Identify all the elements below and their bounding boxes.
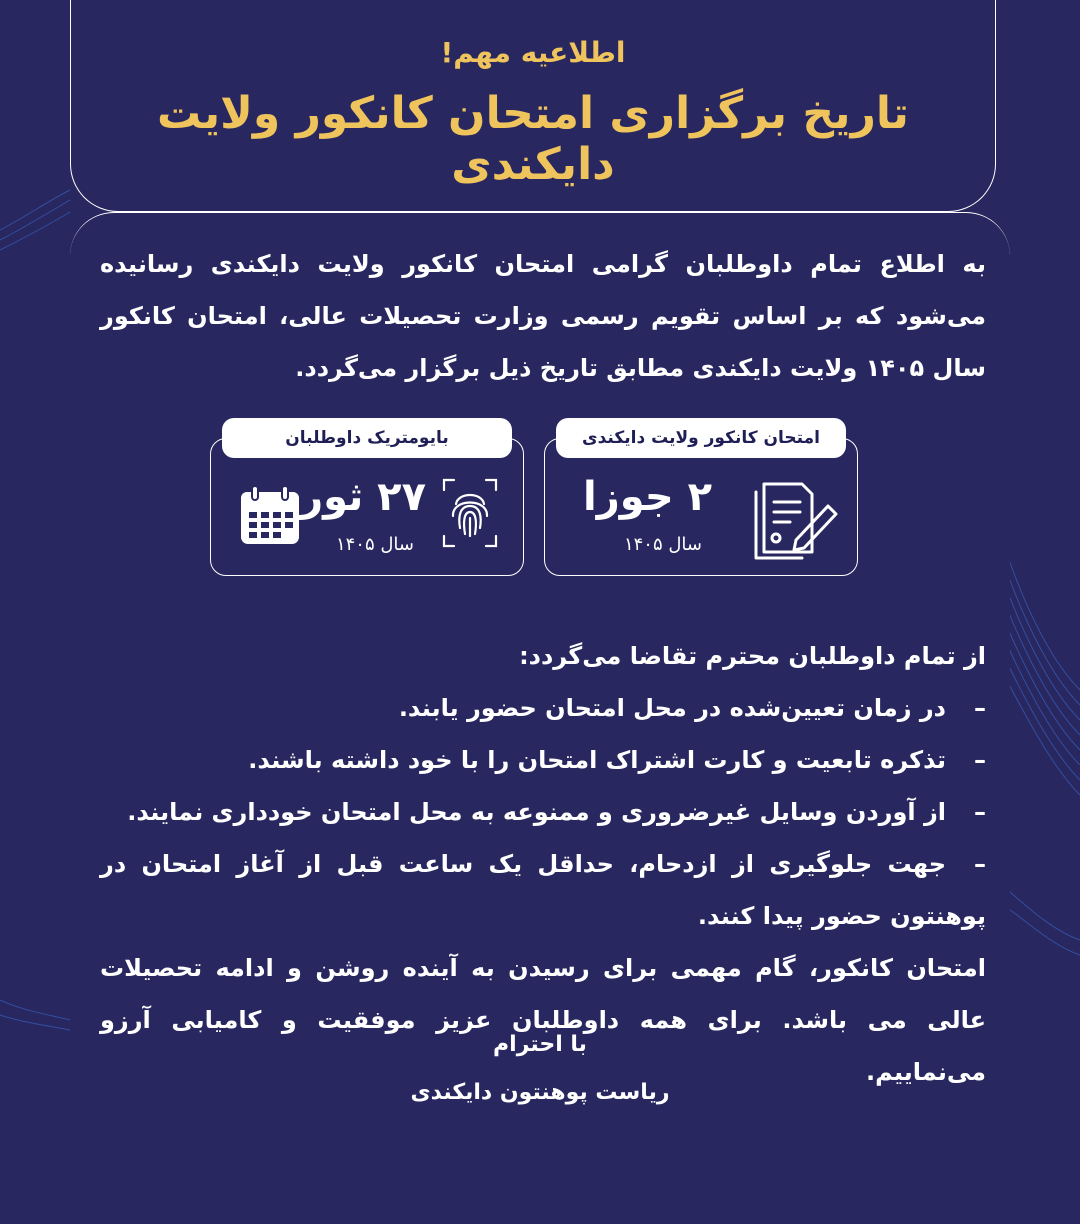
biometric-year: سال ۱۴۰۵ <box>335 534 414 555</box>
intro-paragraph: به اطلاع تمام داوطلبان گرامی امتحان کانکور ولایت دایکندی رسانیده می‌شود که بر اساس تقویم رسمی وزارت تحصیلات عالی، امتحان کانکور سال ۱۴۰۵ ولایت دایکندی مطابق تاریخ ذیل برگزار می‌گردد. <box>100 250 986 382</box>
exam-date: ۲ جوزا <box>583 474 712 520</box>
biometric-card-label: بایومتریک داوطلبان <box>222 418 512 458</box>
page-title: تاریخ برگزاری امتحان کانکور ولایت دایکندی <box>157 88 909 190</box>
list-item: –تذکره تابعیت و کارت اشتراک امتحان را با خود داشته باشند. <box>248 746 986 774</box>
requests-heading: از تمام داوطلبان محترم تقاضا می‌گردد: <box>519 642 986 670</box>
exam-paper-pencil-icon <box>750 476 840 560</box>
list-item: –از آوردن وسایل غیرضروری و ممنوعه به محل امتحان خودداری نمایند. <box>127 798 986 826</box>
outro-paragraph: امتحان کانکور، گام مهمی برای رسیدن به آینده روشن و ادامه تحصیلات عالی می باشد. برای همه داوطلبان عزیز موفقیت و کامیابی آرزو می‌نماییم. <box>100 954 986 1086</box>
exam-year: سال ۱۴۰۵ <box>623 534 702 555</box>
exam-card-label: امتحان کانکور ولایت دایکندی <box>556 418 846 458</box>
biometric-date: ۲۷ ثور <box>300 474 426 520</box>
requests-section <box>100 630 986 1098</box>
list-item: –در زمان تعیین‌شده در محل امتحان حضور یابند. <box>398 694 986 722</box>
regards-text: با احترام <box>493 1032 587 1057</box>
fingerprint-icon <box>440 476 500 550</box>
list-item: –جهت جلوگیری از ازدحام، حداقل یک ساعت قبل از آغاز امتحان در پوهنتون حضور پیدا کنند. <box>100 850 986 930</box>
announcement-pretitle: اطلاعیه مهم! <box>440 36 626 69</box>
calendar-icon <box>238 484 302 548</box>
date-cards <box>0 418 1080 580</box>
signature-text: ریاست پوهنتون دایکندی <box>410 1080 670 1105</box>
